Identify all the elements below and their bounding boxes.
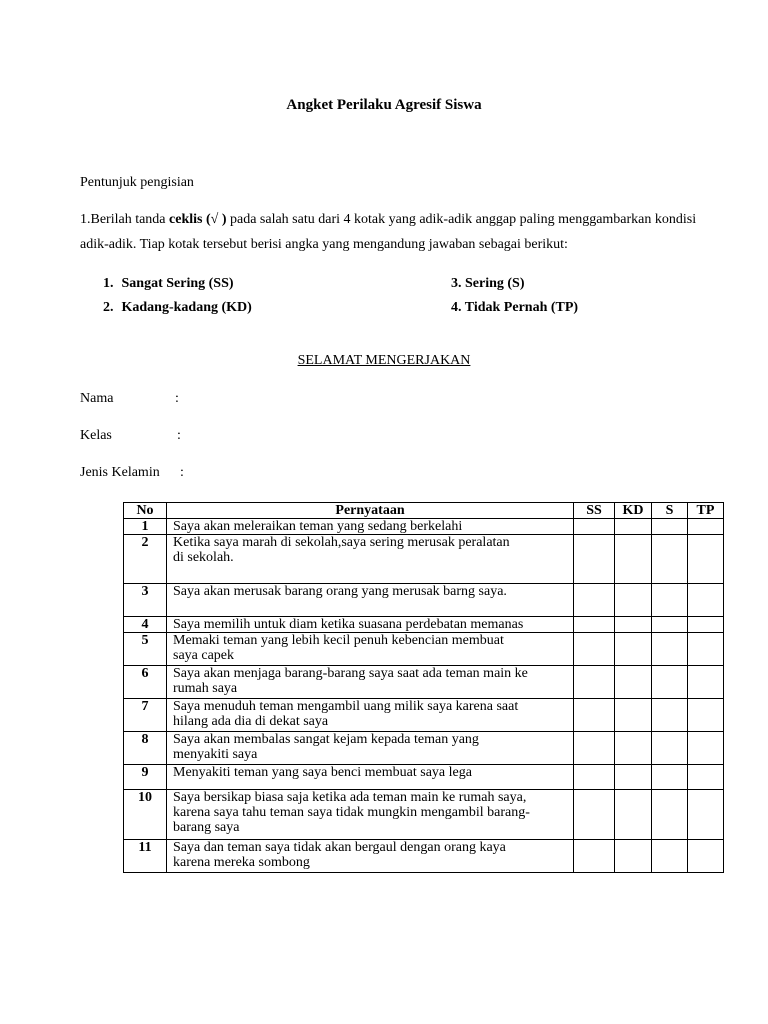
option-4-label: Tidak Pernah (TP) — [464, 300, 579, 315]
answer-cell-tp[interactable] — [688, 519, 724, 535]
header-no: No — [124, 503, 167, 519]
statement-line: saya capek — [173, 648, 235, 663]
answer-cell-s[interactable] — [652, 765, 688, 790]
statement-cell — [167, 790, 574, 840]
answer-cell-s[interactable] — [652, 840, 688, 873]
answer-cell-kd[interactable] — [615, 765, 652, 790]
option-3-number: 3. — [451, 276, 462, 291]
instruction-prefix: 1.Berilah tanda — [80, 212, 170, 227]
row-number: 6 — [124, 666, 167, 699]
answer-cell-ss[interactable] — [574, 732, 615, 765]
answer-cell-kd[interactable] — [615, 699, 652, 732]
statement-cell — [167, 840, 574, 873]
instructions-heading: Pentunjuk pengisian — [80, 175, 194, 190]
table-row — [124, 790, 724, 840]
row-number: 4 — [124, 617, 167, 633]
row-number: 9 — [124, 765, 167, 790]
option-2-number: 2. — [103, 300, 114, 315]
header-kd: KD — [615, 503, 652, 519]
answer-cell-s[interactable] — [652, 535, 688, 584]
statement-line: Menyakiti teman yang saya benci membuat saya lega — [173, 765, 472, 780]
answer-cell-ss[interactable] — [574, 519, 615, 535]
answer-cell-kd[interactable] — [615, 840, 652, 873]
statement-cell — [167, 633, 574, 666]
table-row — [124, 765, 724, 790]
statement-line: Saya bersikap biasa saja ketika ada teman main ke rumah saya, — [173, 790, 527, 805]
field-nama-label: Nama — [80, 391, 114, 406]
option-2-label: Kadang-kadang (KD) — [121, 300, 252, 315]
row-number: 10 — [124, 790, 167, 840]
answer-cell-s[interactable] — [652, 666, 688, 699]
statement-line: Saya akan merusak barang orang yang merusak barng saya. — [173, 584, 507, 599]
answer-cell-tp[interactable] — [688, 765, 724, 790]
statement-line: di sekolah. — [173, 550, 234, 565]
answer-cell-kd[interactable] — [615, 535, 652, 584]
answer-cell-s[interactable] — [652, 584, 688, 617]
row-number: 7 — [124, 699, 167, 732]
row-number: 3 — [124, 584, 167, 617]
table-row — [124, 666, 724, 699]
option-1-label: Sangat Sering (SS) — [121, 276, 234, 291]
instruction-line-1 — [80, 212, 696, 228]
header-pernyataan: Pernyataan — [167, 503, 574, 519]
answer-cell-tp[interactable] — [688, 840, 724, 873]
answer-cell-ss[interactable] — [574, 633, 615, 666]
answer-cell-ss[interactable] — [574, 699, 615, 732]
row-number: 11 — [124, 840, 167, 873]
header-ss: SS — [574, 503, 615, 519]
field-jenis-kelamin-colon: : — [180, 465, 184, 480]
answer-cell-ss[interactable] — [574, 840, 615, 873]
table-row — [124, 699, 724, 732]
answer-cell-s[interactable] — [652, 732, 688, 765]
table-row — [124, 535, 724, 584]
instruction-line-2: adik-adik. Tiap kotak tersebut berisi angka yang mengandung jawaban sebagai berikut: — [80, 237, 568, 252]
answer-cell-ss[interactable] — [574, 535, 615, 584]
answer-cell-s[interactable] — [652, 633, 688, 666]
option-2 — [103, 300, 252, 316]
greeting: SELAMAT MENGERJAKAN — [297, 353, 471, 368]
answer-cell-ss[interactable] — [574, 790, 615, 840]
statement-cell — [167, 666, 574, 699]
statement-cell — [167, 584, 574, 617]
statement-line: karena mereka sombong — [173, 855, 310, 870]
answer-cell-ss[interactable] — [574, 765, 615, 790]
answer-cell-s[interactable] — [652, 790, 688, 840]
answer-cell-tp[interactable] — [688, 584, 724, 617]
option-1 — [103, 276, 234, 292]
option-4-number: 4. — [451, 300, 462, 315]
page-title: Angket Perilaku Agresif Siswa — [286, 97, 482, 113]
statement-line: Saya akan membalas sangat kejam kepada teman yang — [173, 732, 479, 747]
row-number: 8 — [124, 732, 167, 765]
row-number: 1 — [124, 519, 167, 535]
statement-line: Saya dan teman saya tidak akan bergaul dengan orang kaya — [173, 840, 506, 855]
answer-cell-kd[interactable] — [615, 633, 652, 666]
statement-line: karena saya tahu teman saya tidak mungkin mengambil barang- — [173, 805, 530, 820]
statement-line: Saya akan meleraikan teman yang sedang berkelahi — [173, 519, 463, 534]
answer-cell-tp[interactable] — [688, 666, 724, 699]
table-header-row — [124, 503, 724, 519]
answer-cell-tp[interactable] — [688, 732, 724, 765]
table-row — [124, 519, 724, 535]
answer-cell-kd[interactable] — [615, 732, 652, 765]
option-4 — [451, 300, 578, 316]
table-row — [124, 732, 724, 765]
statement-cell — [167, 732, 574, 765]
statement-line: Saya menuduh teman mengambil uang milik saya karena saat — [173, 699, 519, 714]
statement-line: barang saya — [173, 820, 240, 835]
header-tp: TP — [688, 503, 724, 519]
answer-cell-tp[interactable] — [688, 535, 724, 584]
answer-cell-tp[interactable] — [688, 699, 724, 732]
option-3-label: Sering (S) — [465, 276, 525, 291]
field-nama-colon: : — [175, 391, 179, 406]
answer-cell-kd[interactable] — [615, 790, 652, 840]
statement-line: rumah saya — [173, 681, 238, 696]
statement-line: Ketika saya marah di sekolah,saya sering merusak peralatan — [173, 535, 510, 550]
option-1-number: 1. — [103, 276, 114, 291]
table-row — [124, 633, 724, 666]
answer-cell-s[interactable] — [652, 617, 688, 633]
statement-line: Saya akan menjaga barang-barang saya saat ada teman main ke — [173, 666, 528, 681]
answer-cell-tp[interactable] — [688, 633, 724, 666]
instruction-suffix: pada salah satu dari 4 kotak yang adik-adik anggap paling menggambarkan kondisi — [226, 212, 697, 227]
table-row — [124, 584, 724, 617]
answer-cell-tp[interactable] — [688, 790, 724, 840]
statement-cell — [167, 699, 574, 732]
questionnaire-table — [123, 502, 724, 873]
statement-line: hilang ada dia di dekat saya — [173, 714, 329, 729]
option-3 — [451, 276, 525, 292]
answer-cell-kd[interactable] — [615, 519, 652, 535]
answer-cell-ss[interactable] — [574, 584, 615, 617]
statement-cell — [167, 535, 574, 584]
answer-cell-s[interactable] — [652, 699, 688, 732]
answer-cell-s[interactable] — [652, 519, 688, 535]
table-row — [124, 840, 724, 873]
statement-line: Saya memilih untuk diam ketika suasana perdebatan memanas — [173, 617, 524, 632]
answer-cell-kd[interactable] — [615, 666, 652, 699]
table-row — [124, 617, 724, 633]
field-kelas-label: Kelas — [80, 428, 112, 443]
answer-cell-tp[interactable] — [688, 617, 724, 633]
answer-cell-kd[interactable] — [615, 584, 652, 617]
answer-cell-ss[interactable] — [574, 666, 615, 699]
answer-cell-ss[interactable] — [574, 617, 615, 633]
field-kelas-colon: : — [177, 428, 181, 443]
statement-cell — [167, 519, 574, 535]
field-jenis-kelamin-label: Jenis Kelamin — [80, 465, 160, 480]
header-s: S — [652, 503, 688, 519]
row-number: 5 — [124, 633, 167, 666]
statement-line: menyakiti saya — [173, 747, 258, 762]
statement-cell — [167, 765, 574, 790]
statement-cell — [167, 617, 574, 633]
answer-cell-kd[interactable] — [615, 617, 652, 633]
instruction-checkmark-text: ceklis (√ ) — [169, 212, 227, 227]
row-number: 2 — [124, 535, 167, 584]
statement-line: Memaki teman yang lebih kecil penuh kebencian membuat — [173, 633, 504, 648]
